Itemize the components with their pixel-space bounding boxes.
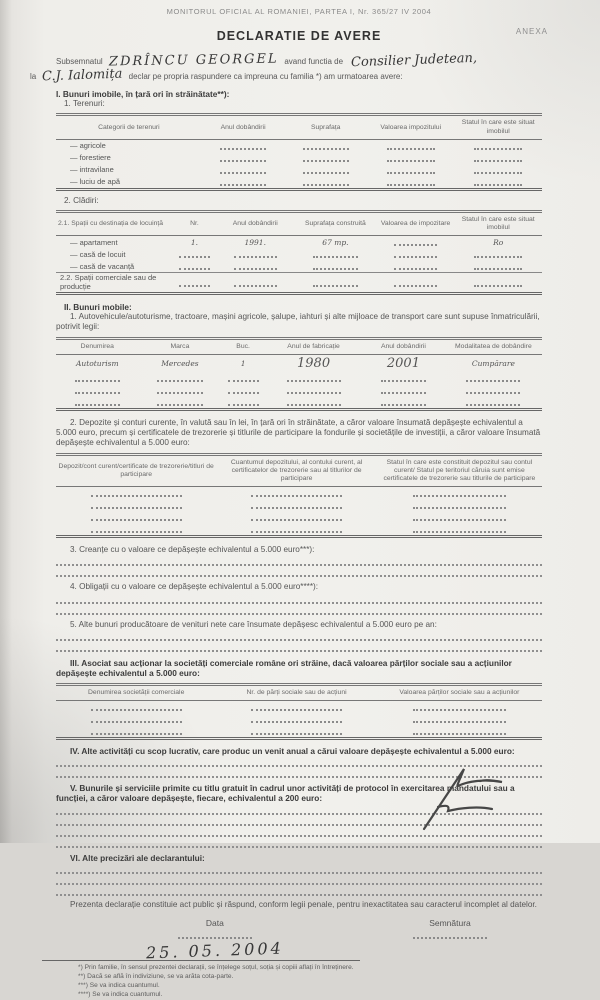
dotted-field [413,703,507,711]
table-row [56,523,542,537]
column-header: Statul în care este constituit depozitul sau contul curent/ Statul pe teritoriul căruia sunt emise certificatele de trezorerie sau titlurile de participare [377,454,542,486]
signature-scribble [418,761,528,835]
dotted-field [251,513,342,521]
handwritten-value: 67 mp. [322,237,349,247]
dotted-field [157,386,203,394]
column-header: Valoarea părților sociale sau a acțiunilor [377,684,542,700]
dotted-field [466,398,520,406]
column-header: Nr. [173,212,217,236]
dotted-field [394,262,437,270]
dotted-field [228,374,259,382]
section-3-heading: III. Asociat sau acționar la societăți comerciale române ori străine, dacă valoarea părților sociale sau a acțiunilor depășește echivalentul a 5.000 euro: [56,657,512,679]
dotted-line [56,557,542,566]
dotted-field [234,250,277,258]
dotted-field [313,262,359,270]
column-header: Denumirea societății comerciale [56,684,216,700]
dotted-field [394,279,437,287]
dotted-field [287,398,341,406]
handwritten-value: 1 [240,358,246,368]
masthead: MONITORUL OFICIAL AL ROMANIEI, PARTEA I, Nr. 365/27 IV 2004 [166,7,432,16]
dotted-field [413,715,507,723]
dotted-field [303,154,349,162]
dotted-field [394,250,437,258]
table-row: — casă de locuit [56,248,542,260]
handwritten-value: Mercedes [161,358,199,368]
vehicule-intro: 1. Autovehicule/autoturisme, tractoare, mașini agricole, șalupe, iahturi și alte mijloace de transport care sunt supuse înmatriculării, potrivit legii: [56,312,540,332]
column-header: Nr. de părți sociale sau de acțiuni [216,684,376,700]
table-row [56,354,542,372]
dotted-field [228,398,259,406]
table-row [56,700,542,713]
dotted-field [413,727,507,735]
column-header: Statul în care este situat imobilul [454,115,542,139]
dotted-field [413,931,487,939]
column-header: Categorii de terenuri [56,115,202,139]
table-row [56,384,542,396]
date-handwritten: 25. 05. 2004 [145,939,285,963]
dotted-field [387,142,435,150]
dotted-field [251,489,342,497]
column-header: Buc. [221,338,265,354]
dotted-field [474,262,522,270]
dotted-line [56,887,542,896]
dotted-line [56,606,542,615]
dotted-field [381,374,427,382]
dotted-field [381,386,427,394]
terenuri-label: 1. Terenuri: [64,99,105,109]
depozite-table [56,453,542,538]
dotted-field [381,398,427,406]
semnatura-label: Semnătura [429,918,471,929]
handwritten-value: 1991. [244,237,266,247]
declarant-name-handwritten: ZDRÎNCU GEORGEL [108,51,279,70]
column-header: Cuantumul depozitului, al contului curent, al certificatelor de trezorerie sau al titlurilor de participare [216,454,376,486]
dotted-field [413,525,507,533]
vehicule-table [56,337,542,411]
dotted-field [474,154,522,162]
la-label: la [30,71,37,81]
creante-label: 3. Creanțe cu o valoare ce depășește echivalentul a 5.000 euro***): [70,545,315,555]
subsemnatul-label: Subsemnatul [56,57,103,66]
table-row [56,372,542,384]
dotted-field [91,513,182,521]
dotted-field [413,489,507,497]
table-row: — luciu de apă [56,176,542,190]
dotted-field [228,386,259,394]
table-row: — forestiere [56,152,542,164]
dotted-field [179,279,210,287]
column-header: Anul dobândirii [202,115,285,139]
dotted-field [75,398,121,406]
section-2-heading: II. Bunuri mobile: [64,301,132,312]
depozite-intro: 2. Depozite și conturi curente, în valută sau în lei, în țară ori în străinătate, a căror valoare însumată depășește echivalentul a 5.000 euro, precum și certificatele de trezorerie și titlurile de participare la fondurile și societățile de investiții, a căror valoare însumată depășește echivalentul a 5.000 euro: [56,417,541,448]
dotted-field [91,489,182,497]
societati-table [56,683,542,740]
footnote: **) Dacă se află în indiviziune, se va arăta cota-parte. [78,973,234,981]
annex-label: ANEXA [515,27,548,36]
dotted-field [220,154,266,162]
alte-bunuri-label: 5. Alte bunuri producătoare de venituri nete care însumate depășesc echivalentul a 5.000 euro pe an: [70,619,437,629]
table-row [56,511,542,523]
table-row [56,396,542,410]
dotted-field [178,931,252,939]
dotted-field [75,386,121,394]
dotted-field [220,178,266,186]
dotted-field [303,142,349,150]
column-header: Denumirea [56,338,139,354]
handwritten-value: 2001 [386,355,420,371]
dotted-field [251,501,342,509]
dotted-field [234,279,277,287]
dotted-field [91,715,182,723]
dotted-field [251,525,342,533]
handwritten-value: Autoturism [76,358,119,368]
dotted-field [220,166,266,174]
column-header: Suprafața construită [294,212,377,236]
column-header: Anul de fabricație [265,338,362,354]
dotted-field [474,250,522,258]
section-6-heading: VI. Alte precizări ale declarantului: [70,852,205,863]
table-row [56,499,542,511]
table-row: 2.2. Spații comerciale sau de producție [56,273,542,294]
dotted-field [313,279,359,287]
dotted-field [474,178,522,186]
dotted-line [56,865,542,874]
dotted-line [56,839,542,848]
dotted-field [394,238,437,246]
dotted-field [303,166,349,174]
dotted-field [466,374,520,382]
table-row [56,487,542,500]
dotted-line [56,568,542,577]
dotted-field [287,386,341,394]
handwritten-value: 1. [190,237,199,247]
dotted-field [303,178,349,186]
dotted-field [251,715,342,723]
dotted-field [413,501,507,509]
declar-text: declar pe propria raspundere ca impreuna cu familia *) am urmatoarea avere: [128,71,403,81]
dotted-field [474,166,522,174]
closing-statement: Prezenta declarație constituie act public și răspund, conform legii penale, pentru inexactitatea sau caracterul incomplet al datelor. [70,900,537,910]
functie-handwritten: Consilier Judetean, [350,50,478,71]
dotted-field [75,374,121,382]
column-header: Anul dobândirii [216,212,294,236]
dotted-field [91,727,182,735]
table-row: — casă de vacanță [56,260,542,273]
footnote: ***) Se va indica cuantumul. [78,982,160,990]
dotted-field [251,703,342,711]
institutie-handwritten: C.J. Ialomița [41,66,123,85]
dotted-line [56,595,542,604]
dotted-field [91,703,182,711]
section-1-heading: I. Bunuri imobile, în țară ori în străinătate**): [56,88,230,99]
dotted-field [179,262,210,270]
dotted-field [220,142,266,150]
dotted-field [157,398,203,406]
section-5-heading: V. Bunurile și serviciile primite cu titlu gratuit în cadrul unor activități de protocol în exercitarea mandatului sau a funcției, a căror valoare depășește, fiecare, echivalentul a 200 euro: [56,783,515,804]
handwritten-value: Ro [493,237,504,247]
column-header: Depozit/cont curent/certificate de trezorerie/titluri de participare [56,454,216,486]
rule-line [42,960,360,961]
column-header: Anul dobândirii [362,338,445,354]
table-row: — agricole [56,139,542,152]
footnotes [56,964,542,1000]
dotted-field [179,250,210,258]
cladiri-table [56,210,542,295]
column-header: Marca [139,338,222,354]
dotted-field [234,262,277,270]
terenuri-table [56,113,542,190]
column-header: Valoarea de impozitare [377,212,455,236]
dotted-field [466,386,520,394]
dotted-field [387,166,435,174]
dotted-field [387,178,435,186]
dotted-field [474,279,522,287]
intro-block [30,50,542,85]
section-4-heading: IV. Alte activități cu scop lucrativ, care produc un venit anual a cărui valoare depășește echivalentul a 5.000 euro: [70,745,515,756]
footnote: ****) Se va indica cuantumul. [78,991,163,999]
handwritten-value: Cumpărare [471,358,515,368]
dotted-field [413,513,507,521]
dotted-line [56,632,542,641]
dotted-field [474,142,522,150]
column-header: Suprafața [284,115,367,139]
dotted-field [313,250,359,258]
footnote: *) Prin familie, în sensul prezentei declarații, se înțelege soțul, soția și copiii aflați în întreținere. [78,964,354,972]
table-row: — apartament 1. 1991. 67 mp. Ro [56,236,542,249]
handwritten-value: 1980 [297,355,331,371]
obligatii-label: 4. Obligații cu o valoare ce depășește echivalentul a 5.000 euro****): [70,582,319,592]
dotted-field [387,154,435,162]
column-header: 2.1. Spații cu destinația de locuință [56,212,173,236]
dotted-line [56,643,542,652]
dotted-field [91,501,182,509]
page-title: DECLARATIE DE AVERE [216,29,382,43]
data-label: Data [205,918,224,929]
column-header: Statul în care este situat imobilul [454,212,542,236]
dotted-line [56,876,542,885]
dotted-field [157,374,203,382]
column-header: Modalitatea de dobândire [445,338,542,354]
dotted-field [287,374,341,382]
dotted-field [91,525,182,533]
functie-label: avand functia de [284,57,344,66]
cladiri-label: 2. Clădiri: [64,195,99,205]
table-row [56,713,542,725]
column-header: Valoarea impozitului [367,115,454,139]
table-row: — intravilane [56,164,542,176]
dotted-field [251,727,342,735]
table-row [56,725,542,739]
